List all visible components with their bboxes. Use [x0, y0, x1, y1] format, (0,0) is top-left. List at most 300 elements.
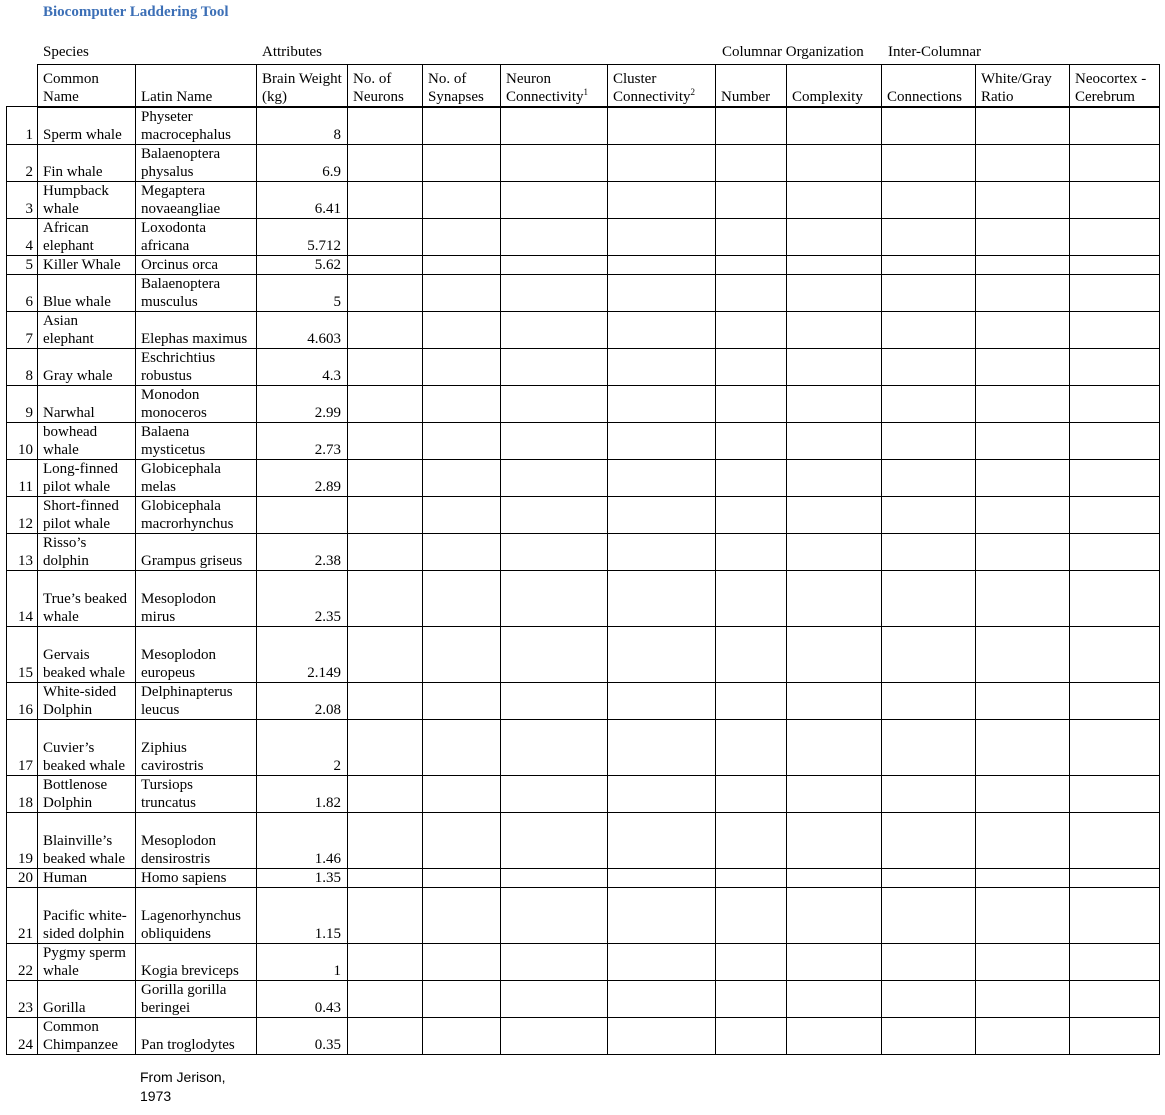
neurons-cell	[348, 980, 423, 1017]
white-gray-ratio-cell	[976, 887, 1070, 943]
cluster-connectivity-cell	[608, 348, 716, 385]
white-gray-ratio-cell	[976, 682, 1070, 719]
brain-weight-cell: 1.15	[257, 887, 348, 943]
neuron-connectivity-cell	[501, 422, 608, 459]
cluster-connectivity-cell	[608, 218, 716, 255]
synapses-cell	[423, 496, 501, 533]
columnar-complexity-cell	[787, 533, 882, 570]
neurons-cell	[348, 533, 423, 570]
common-name-cell: Humpback whale	[38, 181, 136, 218]
neurons-cell	[348, 496, 423, 533]
connections-cell	[882, 812, 976, 868]
brain-weight-cell: 1.46	[257, 812, 348, 868]
header-neuron-connectivity-label: Neuron Connectivity	[506, 70, 584, 105]
row-index: 14	[7, 570, 38, 626]
columnar-complexity-cell	[787, 422, 882, 459]
columnar-complexity-cell	[787, 943, 882, 980]
synapses-cell	[423, 682, 501, 719]
columnar-number-cell	[716, 682, 787, 719]
neocortex-cell	[1070, 496, 1160, 533]
synapses-cell	[423, 311, 501, 348]
synapses-cell	[423, 812, 501, 868]
white-gray-ratio-cell	[976, 144, 1070, 181]
neuron-connectivity-cell	[501, 533, 608, 570]
columnar-number-cell	[716, 533, 787, 570]
white-gray-ratio-cell	[976, 422, 1070, 459]
latin-name-cell: Balaenoptera musculus	[136, 274, 257, 311]
neuron-connectivity-cell	[501, 181, 608, 218]
table-row	[7, 459, 1160, 496]
columnar-complexity-cell	[787, 348, 882, 385]
group-inter-columnar: Inter-Columnar	[888, 44, 982, 60]
synapses-cell	[423, 1017, 501, 1054]
neocortex-cell	[1070, 385, 1160, 422]
columnar-number-cell	[716, 385, 787, 422]
neocortex-cell	[1070, 533, 1160, 570]
table-row	[7, 980, 1160, 1017]
neurons-cell	[348, 459, 423, 496]
table-row	[7, 107, 1160, 145]
synapses-cell	[423, 218, 501, 255]
brain-weight-cell: 2.35	[257, 570, 348, 626]
columnar-number-cell	[716, 887, 787, 943]
white-gray-ratio-cell	[976, 385, 1070, 422]
row-index: 19	[7, 812, 38, 868]
synapses-cell	[423, 570, 501, 626]
neuron-connectivity-cell	[501, 459, 608, 496]
table-row	[7, 887, 1160, 943]
white-gray-ratio-cell	[976, 570, 1070, 626]
table-row	[7, 775, 1160, 812]
common-name-cell: White-sided Dolphin	[38, 682, 136, 719]
row-index: 24	[7, 1017, 38, 1054]
common-name-cell: Fin whale	[38, 144, 136, 181]
neocortex-cell	[1070, 459, 1160, 496]
brain-weight-cell: 1.82	[257, 775, 348, 812]
neurons-cell	[348, 422, 423, 459]
white-gray-ratio-cell	[976, 181, 1070, 218]
latin-name-cell: Megaptera novaeangliae	[136, 181, 257, 218]
synapses-cell	[423, 719, 501, 775]
columnar-number-cell	[716, 812, 787, 868]
table-row	[7, 943, 1160, 980]
table-row	[7, 719, 1160, 775]
header-neocortex: Neocortex - Cerebrum	[1070, 65, 1160, 107]
columnar-complexity-cell	[787, 1017, 882, 1054]
neuron-connectivity-cell	[501, 385, 608, 422]
group-attributes: Attributes	[262, 44, 322, 60]
table-row	[7, 311, 1160, 348]
neuron-connectivity-cell	[501, 255, 608, 274]
connections-cell	[882, 626, 976, 682]
columnar-complexity-cell	[787, 218, 882, 255]
neuron-connectivity-cell	[501, 682, 608, 719]
columnar-complexity-cell	[787, 812, 882, 868]
neocortex-cell	[1070, 887, 1160, 943]
connections-cell	[882, 943, 976, 980]
common-name-cell: Pygmy sperm whale	[38, 943, 136, 980]
row-index: 2	[7, 144, 38, 181]
cluster-connectivity-cell	[608, 311, 716, 348]
neurons-cell	[348, 144, 423, 181]
synapses-cell	[423, 422, 501, 459]
columnar-number-cell	[716, 570, 787, 626]
table-row	[7, 570, 1160, 626]
table-row	[7, 348, 1160, 385]
brain-weight-cell: 2	[257, 719, 348, 775]
table-row	[7, 218, 1160, 255]
cluster-connectivity-cell	[608, 682, 716, 719]
connections-cell	[882, 775, 976, 812]
brain-weight-cell: 2.89	[257, 459, 348, 496]
brain-weight-cell: 1	[257, 943, 348, 980]
brain-weight-cell: 2.73	[257, 422, 348, 459]
latin-name-cell: Balaenoptera physalus	[136, 144, 257, 181]
latin-name-cell: Elephas maximus	[136, 311, 257, 348]
connections-cell	[882, 348, 976, 385]
row-index: 13	[7, 533, 38, 570]
latin-name-cell: Monodon monoceros	[136, 385, 257, 422]
document-title: Biocomputer Laddering Tool	[43, 4, 229, 20]
synapses-cell	[423, 626, 501, 682]
common-name-cell: Short-finned pilot whale	[38, 496, 136, 533]
connections-cell	[882, 570, 976, 626]
neocortex-cell	[1070, 719, 1160, 775]
latin-name-cell: Tursiops truncatus	[136, 775, 257, 812]
white-gray-ratio-cell	[976, 218, 1070, 255]
table-row	[7, 626, 1160, 682]
connections-cell	[882, 533, 976, 570]
cluster-connectivity-cell	[608, 719, 716, 775]
laddering-table	[6, 64, 1160, 1055]
header-cluster-connectivity-label: Cluster Connectivity	[613, 70, 691, 105]
latin-name-cell: Orcinus orca	[136, 255, 257, 274]
table-row	[7, 422, 1160, 459]
synapses-cell	[423, 255, 501, 274]
brain-weight-cell: 2.99	[257, 385, 348, 422]
common-name-cell: Gray whale	[38, 348, 136, 385]
cluster-connectivity-cell	[608, 570, 716, 626]
white-gray-ratio-cell	[976, 980, 1070, 1017]
latin-name-cell: Grampus griseus	[136, 533, 257, 570]
common-name-cell: Gorilla	[38, 980, 136, 1017]
header-white-gray-ratio: White/Gray Ratio	[976, 65, 1070, 107]
table-row	[7, 496, 1160, 533]
columnar-number-cell	[716, 626, 787, 682]
connections-cell	[882, 181, 976, 218]
latin-name-cell: Balaena mysticetus	[136, 422, 257, 459]
latin-name-cell: Kogia breviceps	[136, 943, 257, 980]
header-index	[7, 65, 38, 107]
neurons-cell	[348, 570, 423, 626]
latin-name-cell: Homo sapiens	[136, 868, 257, 887]
neuron-connectivity-cell	[501, 311, 608, 348]
table-row	[7, 868, 1160, 887]
neuron-connectivity-cell	[501, 1017, 608, 1054]
neuron-connectivity-cell	[501, 980, 608, 1017]
columnar-complexity-cell	[787, 144, 882, 181]
brain-weight-cell	[257, 496, 348, 533]
table-row	[7, 533, 1160, 570]
synapses-cell	[423, 533, 501, 570]
columnar-number-cell	[716, 719, 787, 775]
connections-cell	[882, 385, 976, 422]
header-cluster-connectivity	[608, 65, 716, 107]
columnar-complexity-cell	[787, 682, 882, 719]
cluster-connectivity-cell	[608, 1017, 716, 1054]
connections-cell	[882, 311, 976, 348]
header-synapses: No. of Synapses	[423, 65, 501, 107]
connections-cell	[882, 274, 976, 311]
connections-cell	[882, 218, 976, 255]
row-index: 1	[7, 107, 38, 145]
synapses-cell	[423, 868, 501, 887]
common-name-cell: Narwhal	[38, 385, 136, 422]
neocortex-cell	[1070, 812, 1160, 868]
connections-cell	[882, 107, 976, 145]
cluster-connectivity-cell	[608, 533, 716, 570]
table-row	[7, 255, 1160, 274]
neurons-cell	[348, 311, 423, 348]
row-index: 22	[7, 943, 38, 980]
cluster-connectivity-cell	[608, 943, 716, 980]
footnote-marker-1: 1	[583, 86, 588, 97]
neocortex-cell	[1070, 570, 1160, 626]
group-species: Species	[43, 44, 89, 60]
connections-cell	[882, 980, 976, 1017]
common-name-cell: Pacific white-sided dolphin	[38, 887, 136, 943]
columnar-number-cell	[716, 422, 787, 459]
row-index: 16	[7, 682, 38, 719]
white-gray-ratio-cell	[976, 719, 1070, 775]
synapses-cell	[423, 107, 501, 145]
neuron-connectivity-cell	[501, 943, 608, 980]
synapses-cell	[423, 144, 501, 181]
columnar-complexity-cell	[787, 775, 882, 812]
neurons-cell	[348, 181, 423, 218]
neuron-connectivity-cell	[501, 570, 608, 626]
columnar-number-cell	[716, 459, 787, 496]
common-name-cell: Gervais beaked whale	[38, 626, 136, 682]
columnar-number-cell	[716, 311, 787, 348]
synapses-cell	[423, 181, 501, 218]
columnar-complexity-cell	[787, 626, 882, 682]
common-name-cell: Bottlenose Dolphin	[38, 775, 136, 812]
white-gray-ratio-cell	[976, 812, 1070, 868]
neocortex-cell	[1070, 255, 1160, 274]
common-name-cell: True’s beaked whale	[38, 570, 136, 626]
white-gray-ratio-cell	[976, 943, 1070, 980]
synapses-cell	[423, 274, 501, 311]
brain-weight-cell: 0.43	[257, 980, 348, 1017]
header-common-name: Common Name	[38, 65, 136, 107]
synapses-cell	[423, 887, 501, 943]
white-gray-ratio-cell	[976, 255, 1070, 274]
table-row	[7, 385, 1160, 422]
brain-weight-cell: 0.35	[257, 1017, 348, 1054]
neocortex-cell	[1070, 348, 1160, 385]
connections-cell	[882, 255, 976, 274]
latin-name-cell: Lagenorhynchus obliquidens	[136, 887, 257, 943]
connections-cell	[882, 682, 976, 719]
neocortex-cell	[1070, 107, 1160, 145]
neocortex-cell	[1070, 181, 1160, 218]
row-index: 3	[7, 181, 38, 218]
columnar-complexity-cell	[787, 311, 882, 348]
neuron-connectivity-cell	[501, 887, 608, 943]
row-index: 5	[7, 255, 38, 274]
neocortex-cell	[1070, 775, 1160, 812]
columnar-complexity-cell	[787, 255, 882, 274]
neuron-connectivity-cell	[501, 107, 608, 145]
common-name-cell: Long-finned pilot whale	[38, 459, 136, 496]
columnar-complexity-cell	[787, 719, 882, 775]
columnar-number-cell	[716, 218, 787, 255]
neurons-cell	[348, 943, 423, 980]
row-index: 18	[7, 775, 38, 812]
latin-name-cell: Mesoplodon mirus	[136, 570, 257, 626]
white-gray-ratio-cell	[976, 274, 1070, 311]
columnar-complexity-cell	[787, 274, 882, 311]
neurons-cell	[348, 887, 423, 943]
common-name-cell: Asian elephant	[38, 311, 136, 348]
latin-name-cell: Loxodonta africana	[136, 218, 257, 255]
cluster-connectivity-cell	[608, 868, 716, 887]
common-name-cell: Cuvier’s beaked whale	[38, 719, 136, 775]
brain-weight-cell: 5	[257, 274, 348, 311]
cluster-connectivity-cell	[608, 385, 716, 422]
row-index: 7	[7, 311, 38, 348]
table-row	[7, 682, 1160, 719]
columnar-complexity-cell	[787, 980, 882, 1017]
connections-cell	[882, 496, 976, 533]
row-index: 8	[7, 348, 38, 385]
latin-name-cell: Ziphius cavirostris	[136, 719, 257, 775]
row-index: 12	[7, 496, 38, 533]
header-brain-weight: Brain Weight (kg)	[257, 65, 348, 107]
connections-cell	[882, 1017, 976, 1054]
row-index: 23	[7, 980, 38, 1017]
columnar-complexity-cell	[787, 107, 882, 145]
row-index: 11	[7, 459, 38, 496]
neuron-connectivity-cell	[501, 144, 608, 181]
synapses-cell	[423, 775, 501, 812]
neurons-cell	[348, 274, 423, 311]
neocortex-cell	[1070, 943, 1160, 980]
connections-cell	[882, 422, 976, 459]
common-name-cell: bowhead whale	[38, 422, 136, 459]
white-gray-ratio-cell	[976, 348, 1070, 385]
neuron-connectivity-cell	[501, 868, 608, 887]
common-name-cell: Human	[38, 868, 136, 887]
brain-weight-cell: 2.38	[257, 533, 348, 570]
cluster-connectivity-cell	[608, 980, 716, 1017]
neurons-cell	[348, 682, 423, 719]
common-name-cell: Sperm whale	[38, 107, 136, 145]
neurons-cell	[348, 385, 423, 422]
connections-cell	[882, 144, 976, 181]
common-name-cell: Blue whale	[38, 274, 136, 311]
row-index: 6	[7, 274, 38, 311]
white-gray-ratio-cell	[976, 626, 1070, 682]
columnar-number-cell	[716, 181, 787, 218]
row-index: 10	[7, 422, 38, 459]
latin-name-cell: Physeter macrocephalus	[136, 107, 257, 145]
common-name-cell: Common Chimpanzee	[38, 1017, 136, 1054]
brain-weight-cell: 6.41	[257, 181, 348, 218]
header-complexity: Complexity	[787, 65, 882, 107]
cluster-connectivity-cell	[608, 422, 716, 459]
neurons-cell	[348, 812, 423, 868]
white-gray-ratio-cell	[976, 459, 1070, 496]
columnar-number-cell	[716, 980, 787, 1017]
neocortex-cell	[1070, 868, 1160, 887]
latin-name-cell: Delphinapterus leucus	[136, 682, 257, 719]
row-index: 17	[7, 719, 38, 775]
latin-name-cell: Pan troglodytes	[136, 1017, 257, 1054]
brain-weight-cell: 2.08	[257, 682, 348, 719]
brain-weight-cell: 8	[257, 107, 348, 145]
columnar-number-cell	[716, 496, 787, 533]
columnar-number-cell	[716, 868, 787, 887]
neocortex-cell	[1070, 274, 1160, 311]
neurons-cell	[348, 255, 423, 274]
neuron-connectivity-cell	[501, 496, 608, 533]
cluster-connectivity-cell	[608, 181, 716, 218]
header-row	[7, 65, 1160, 107]
synapses-cell	[423, 348, 501, 385]
header-number: Number	[716, 65, 787, 107]
neocortex-cell	[1070, 144, 1160, 181]
latin-name-cell: Globicephala macrorhynchus	[136, 496, 257, 533]
connections-cell	[882, 887, 976, 943]
neurons-cell	[348, 348, 423, 385]
neurons-cell	[348, 107, 423, 145]
neuron-connectivity-cell	[501, 775, 608, 812]
brain-weight-cell: 1.35	[257, 868, 348, 887]
brain-weight-cell: 5.62	[257, 255, 348, 274]
white-gray-ratio-cell	[976, 107, 1070, 145]
common-name-cell: Risso’s dolphin	[38, 533, 136, 570]
columnar-number-cell	[716, 348, 787, 385]
neocortex-cell	[1070, 682, 1160, 719]
cluster-connectivity-cell	[608, 812, 716, 868]
connections-cell	[882, 719, 976, 775]
columnar-complexity-cell	[787, 868, 882, 887]
neurons-cell	[348, 868, 423, 887]
cluster-connectivity-cell	[608, 887, 716, 943]
neuron-connectivity-cell	[501, 274, 608, 311]
table-row	[7, 274, 1160, 311]
columnar-number-cell	[716, 1017, 787, 1054]
neocortex-cell	[1070, 626, 1160, 682]
synapses-cell	[423, 943, 501, 980]
row-index: 20	[7, 868, 38, 887]
source-note: From Jerison, 1973	[140, 1069, 226, 1104]
neurons-cell	[348, 218, 423, 255]
table-row	[7, 1017, 1160, 1054]
neocortex-cell	[1070, 218, 1160, 255]
neuron-connectivity-cell	[501, 719, 608, 775]
brain-weight-cell: 2.149	[257, 626, 348, 682]
header-neuron-connectivity	[501, 65, 608, 107]
columnar-number-cell	[716, 943, 787, 980]
header-latin-name: Latin Name	[136, 65, 257, 107]
table-row	[7, 812, 1160, 868]
columnar-complexity-cell	[787, 570, 882, 626]
cluster-connectivity-cell	[608, 496, 716, 533]
synapses-cell	[423, 980, 501, 1017]
